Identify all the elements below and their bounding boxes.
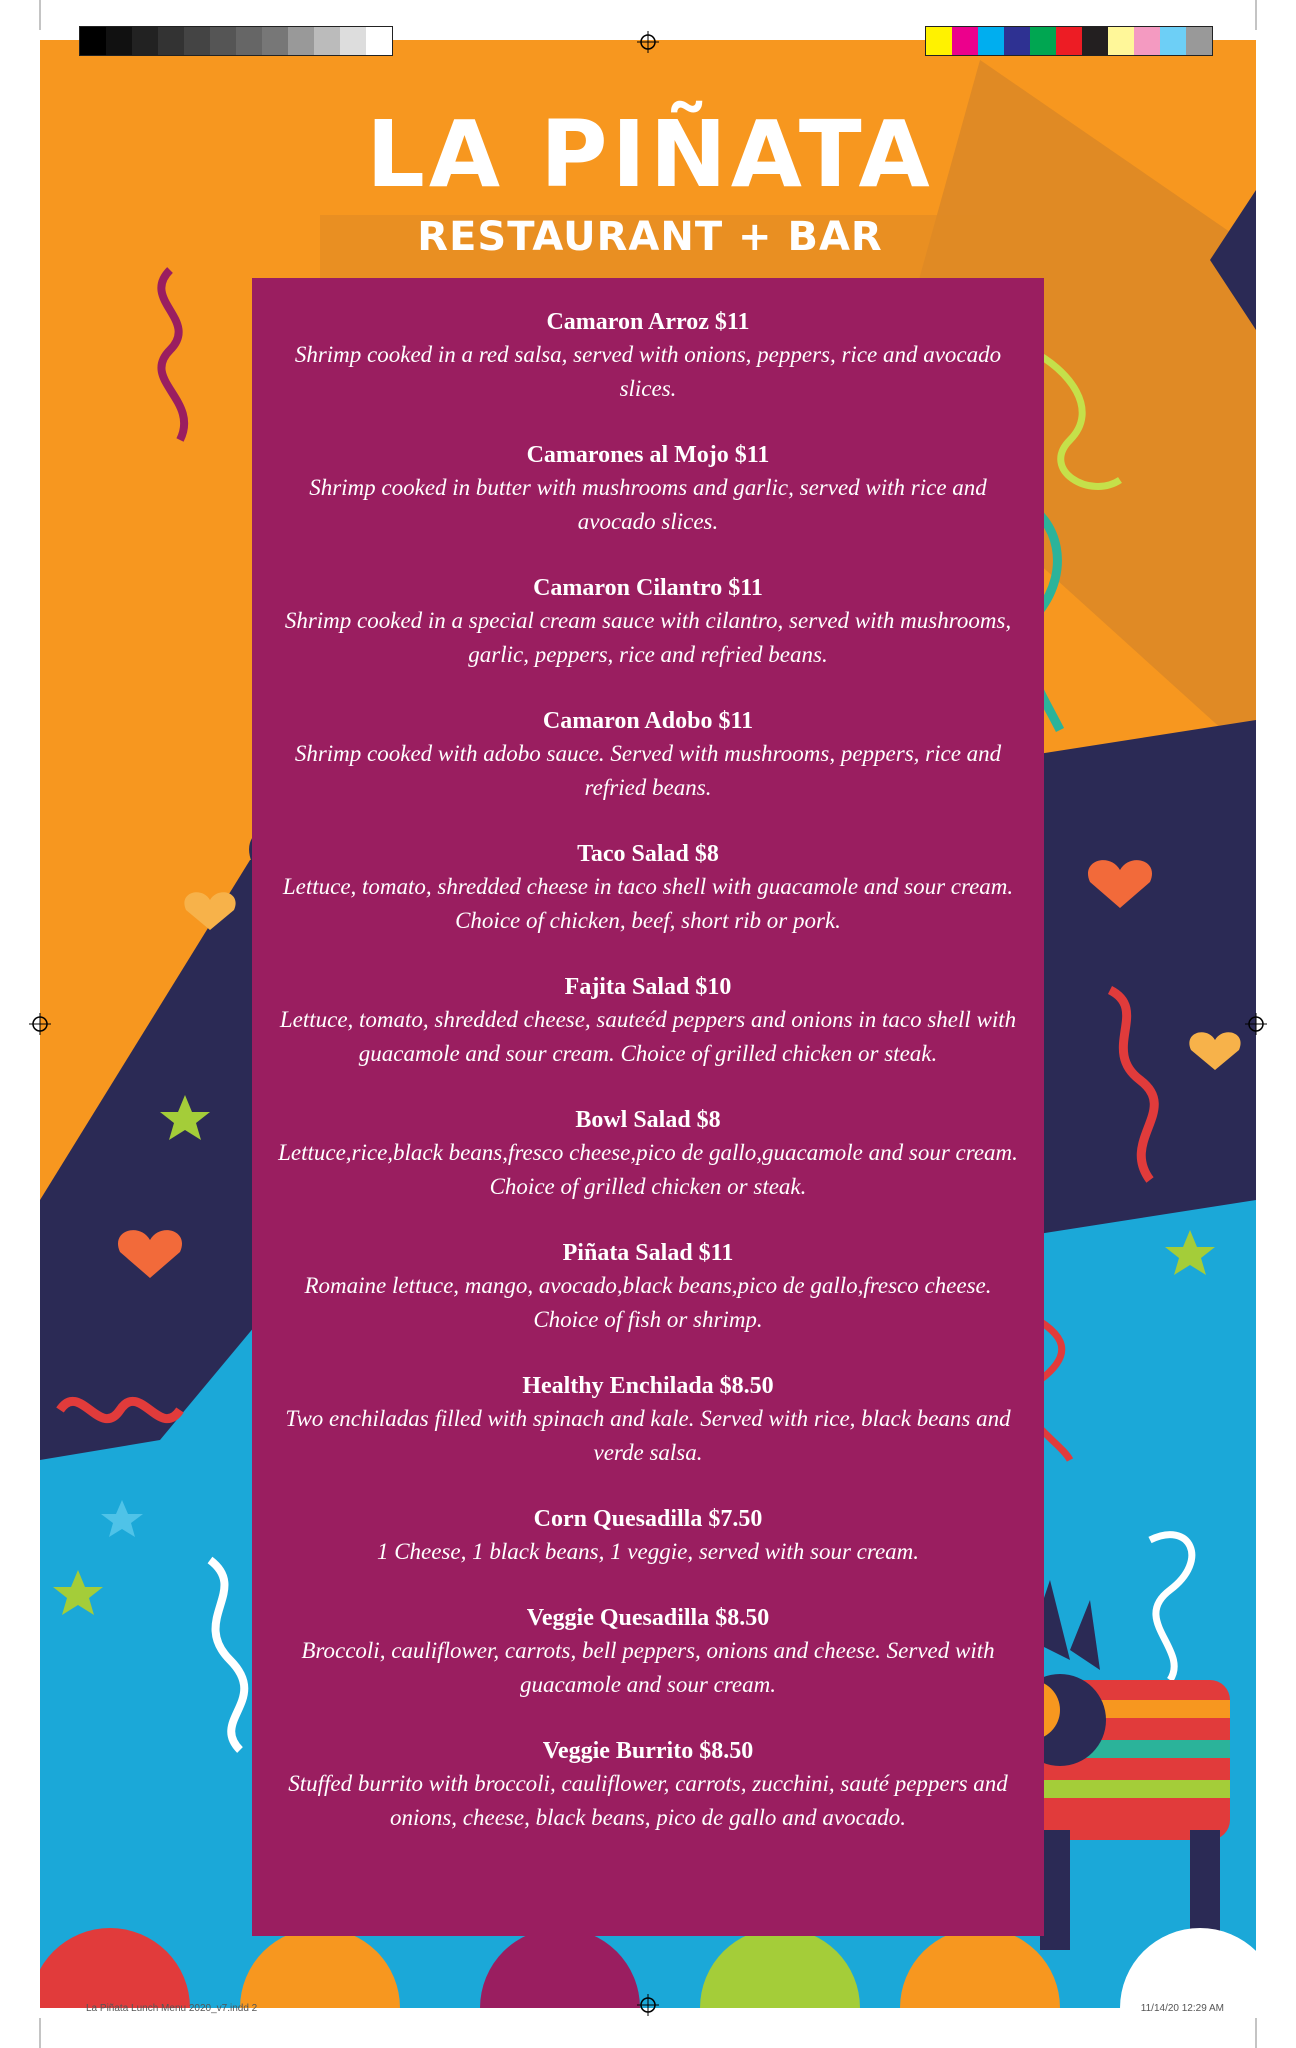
restaurant-title: LA PIÑATA	[366, 101, 934, 208]
menu-item	[252, 439, 1044, 539]
menu-item	[252, 705, 1044, 805]
menu-item	[252, 1503, 1044, 1569]
menu-item-description: Shrimp cooked with adobo sauce. Served with mushrooms, peppers, rice and refried beans.	[294, 741, 1002, 800]
menu-item-description: Two enchiladas filled with spinach and kale. Served with rice, black beans and verde salsa.	[285, 1406, 1011, 1465]
print-file-label: La Piñata Lunch Menu 2020_v7.indd 2	[86, 2003, 258, 2014]
menu-item-name: Corn Quesadilla $7.50	[533, 1506, 763, 1532]
menu-item-description: 1 Cheese, 1 black beans, 1 veggie, served with sour cream.	[376, 1539, 920, 1564]
menu-item-name: Bowl Salad $8	[575, 1107, 721, 1133]
menu-item-name: Camarones al Mojo $11	[526, 442, 770, 468]
registration-mark-icon	[1245, 1013, 1267, 1035]
menu-item-name: Veggie Burrito $8.50	[542, 1738, 754, 1764]
menu-item-name: Veggie Quesadilla $8.50	[526, 1605, 770, 1631]
menu-item	[252, 1370, 1044, 1470]
menu-item	[252, 572, 1044, 672]
menu-item-name: Fajita Salad $10	[564, 974, 732, 1000]
registration-mark-icon	[637, 1994, 659, 2016]
menu-item-description: Lettuce, tomato, shredded cheese in taco shell with guacamole and sour cream. Choice of chicken, beef, short rib or pork.	[282, 874, 1014, 933]
menu-item	[252, 1104, 1044, 1204]
menu-item-name: Healthy Enchilada $8.50	[522, 1373, 774, 1399]
menu-item-description: Lettuce, tomato, shredded cheese, sauteéd peppers and onions in taco shell with guacamole and sour cream. Choice of grilled chicken or steak.	[279, 1007, 1017, 1066]
menu-item-description: Lettuce,rice,black beans,fresco cheese,pico de gallo,guacamole and sour cream. Choice of grilled chicken or steak.	[278, 1140, 1018, 1199]
menu-item-name: Piñata Salad $11	[562, 1240, 734, 1266]
menu-item-description: Broccoli, cauliflower, carrots, bell peppers, onions and cheese. Served with guacamole and sour cream.	[301, 1638, 995, 1697]
menu-item	[252, 1602, 1044, 1702]
menu-item-description: Stuffed burrito with broccoli, cauliflower, carrots, zucchini, sauté peppers and onions, cheese, black beans, pico de gallo and avocado.	[288, 1771, 1008, 1830]
restaurant-subtitle: RESTAURANT + BAR	[417, 214, 883, 260]
menu-item-name: Taco Salad $8	[577, 841, 719, 867]
menu-item	[252, 1735, 1044, 1835]
menu-item	[252, 971, 1044, 1071]
menu-item-name: Camaron Adobo $11	[542, 708, 754, 734]
color-calibration-bar	[925, 26, 1213, 56]
menu-item-description: Shrimp cooked in a special cream sauce with cilantro, served with mushrooms, garlic, peppers, rice and refried beans.	[284, 608, 1012, 667]
menu-item-name: Camaron Cilantro $11	[533, 575, 763, 601]
grayscale-calibration-bar	[79, 26, 393, 56]
registration-mark-icon	[29, 1013, 51, 1035]
menu-list	[252, 306, 1044, 1868]
menu-item-description: Romaine lettuce, mango, avocado,black beans,pico de gallo,fresco cheese. Choice of fish or shrimp.	[304, 1273, 992, 1332]
print-timestamp: 11/14/20 12:29 AM	[1140, 2003, 1224, 2014]
menu-item-description: Shrimp cooked in butter with mushrooms and garlic, served with rice and avocado slices.	[309, 475, 987, 534]
menu-panel	[252, 278, 1044, 1936]
menu-item	[252, 838, 1044, 938]
registration-mark-icon	[637, 31, 659, 53]
menu-item-description: Shrimp cooked in a red salsa, served with onions, peppers, rice and avocado slices.	[294, 342, 1002, 401]
menu-item-name: Camaron Arroz $11	[546, 309, 750, 335]
menu-item	[252, 1237, 1044, 1337]
menu-item	[252, 306, 1044, 406]
